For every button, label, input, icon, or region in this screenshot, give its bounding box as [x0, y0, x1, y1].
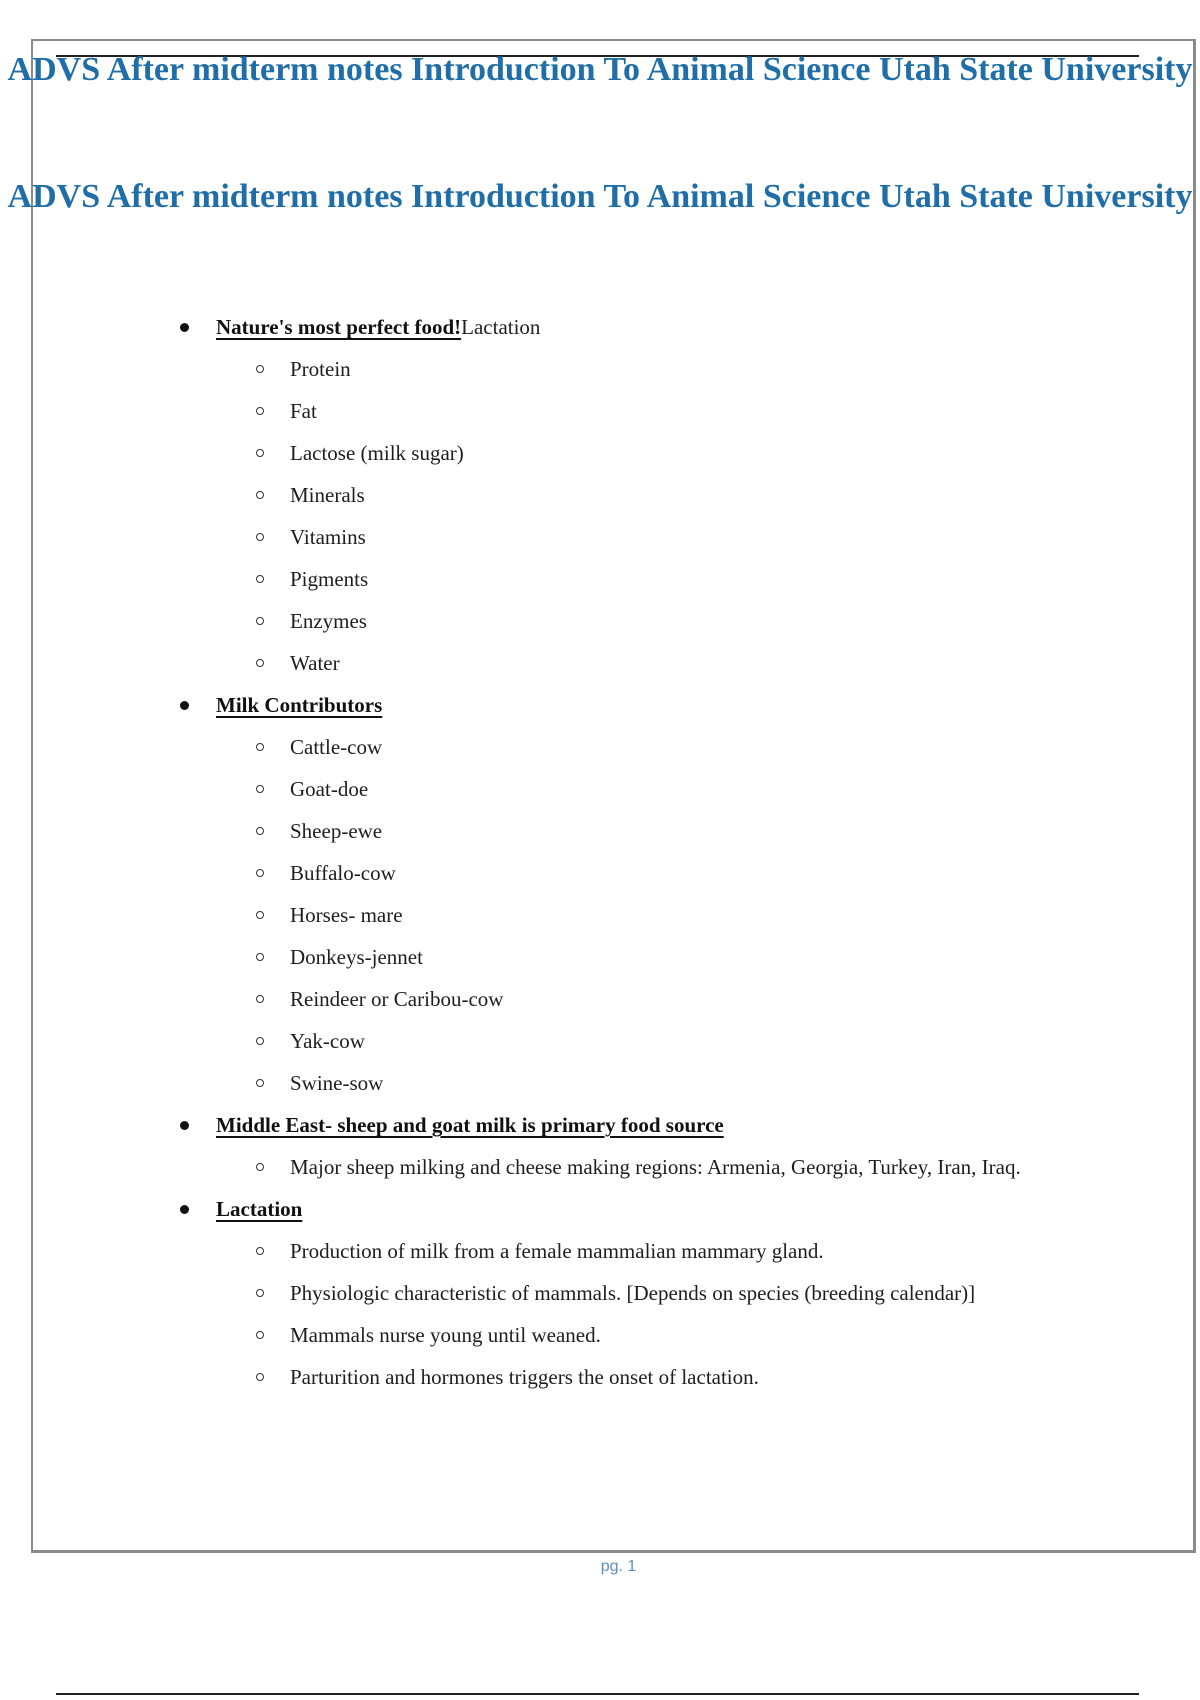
document-title: ADVS After midterm notes Introduction To Animal Science Utah State University [7, 178, 1193, 215]
list-item: Protein [0, 348, 1200, 390]
list-item: Vitamins [0, 516, 1200, 558]
list-item: Minerals [0, 474, 1200, 516]
circle-bullet-icon [256, 1289, 264, 1297]
list-item: Cattle-cow [0, 726, 1200, 768]
circle-bullet-icon [256, 491, 264, 499]
list-item: Donkeys-jennet [0, 936, 1200, 978]
list-item: Production of milk from a female mammalian mammary gland. [0, 1230, 1200, 1272]
section-nature-perfect-food [0, 306, 1200, 684]
section-heading [0, 1188, 1200, 1230]
section-heading [0, 1104, 1200, 1146]
circle-bullet-icon [256, 1331, 264, 1339]
section-milk-contributors [0, 684, 1200, 1104]
circle-bullet-icon [256, 827, 264, 835]
circle-bullet-icon [256, 1163, 264, 1171]
list-item: Enzymes [0, 600, 1200, 642]
list-item: Lactose (milk sugar) [0, 432, 1200, 474]
section-middle-east [0, 1104, 1200, 1188]
sub-list [0, 726, 1200, 1104]
section-heading-text: Lactation [216, 1197, 303, 1221]
list-item: Major sheep milking and cheese making regions: Armenia, Georgia, Turkey, Iran, Iraq. [0, 1146, 1200, 1188]
list-item: Sheep-ewe [0, 810, 1200, 852]
list-item: Buffalo-cow [0, 852, 1200, 894]
list-item: Yak-cow [0, 1020, 1200, 1062]
page-header-title: ADVS After midterm notes Introduction To Animal Science Utah State University [7, 51, 1193, 88]
list-item: Reindeer or Caribou-cow [0, 978, 1200, 1020]
list-item: Fat [0, 390, 1200, 432]
section-lactation [0, 1188, 1200, 1398]
circle-bullet-icon [256, 1373, 264, 1381]
circle-bullet-icon [256, 533, 264, 541]
circle-bullet-icon [256, 365, 264, 373]
section-heading-text: Nature's most perfect food! [216, 315, 462, 339]
circle-bullet-icon [256, 911, 264, 919]
bullet-icon [180, 1205, 189, 1214]
bullet-icon [180, 701, 189, 710]
circle-bullet-icon [256, 617, 264, 625]
circle-bullet-icon [256, 575, 264, 583]
list-item: Horses- mare [0, 894, 1200, 936]
section-heading [0, 306, 1200, 348]
section-heading-tail: Lactation [461, 315, 541, 339]
list-item: Mammals nurse young until weaned. [0, 1314, 1200, 1356]
bullet-icon [180, 323, 189, 332]
circle-bullet-icon [256, 449, 264, 457]
sub-list [0, 1230, 1200, 1398]
circle-bullet-icon [256, 995, 264, 1003]
list-item: Pigments [0, 558, 1200, 600]
list-item: Water [0, 642, 1200, 684]
sub-list [0, 348, 1200, 684]
list-item: Goat-doe [0, 768, 1200, 810]
circle-bullet-icon [256, 1247, 264, 1255]
bullet-icon [180, 1121, 189, 1130]
section-heading [0, 684, 1200, 726]
sub-list [0, 1146, 1200, 1188]
footer-rule [56, 1693, 1139, 1695]
list-item: Parturition and hormones triggers the onset of lactation. [0, 1356, 1200, 1398]
circle-bullet-icon [256, 407, 264, 415]
circle-bullet-icon [256, 743, 264, 751]
list-item: Swine-sow [0, 1062, 1200, 1104]
notes-outline [0, 306, 1200, 1398]
circle-bullet-icon [256, 1079, 264, 1087]
section-heading-text: Milk Contributors [216, 693, 383, 717]
page-number: pg. 1 [600, 1558, 637, 1575]
circle-bullet-icon [256, 869, 264, 877]
circle-bullet-icon [256, 953, 264, 961]
circle-bullet-icon [256, 785, 264, 793]
circle-bullet-icon [256, 659, 264, 667]
list-item: Physiologic characteristic of mammals. [Depends on species (breeding calendar)] [0, 1272, 1200, 1314]
circle-bullet-icon [256, 1037, 264, 1045]
section-heading-text: Middle East- sheep and goat milk is primary food source [216, 1113, 724, 1137]
